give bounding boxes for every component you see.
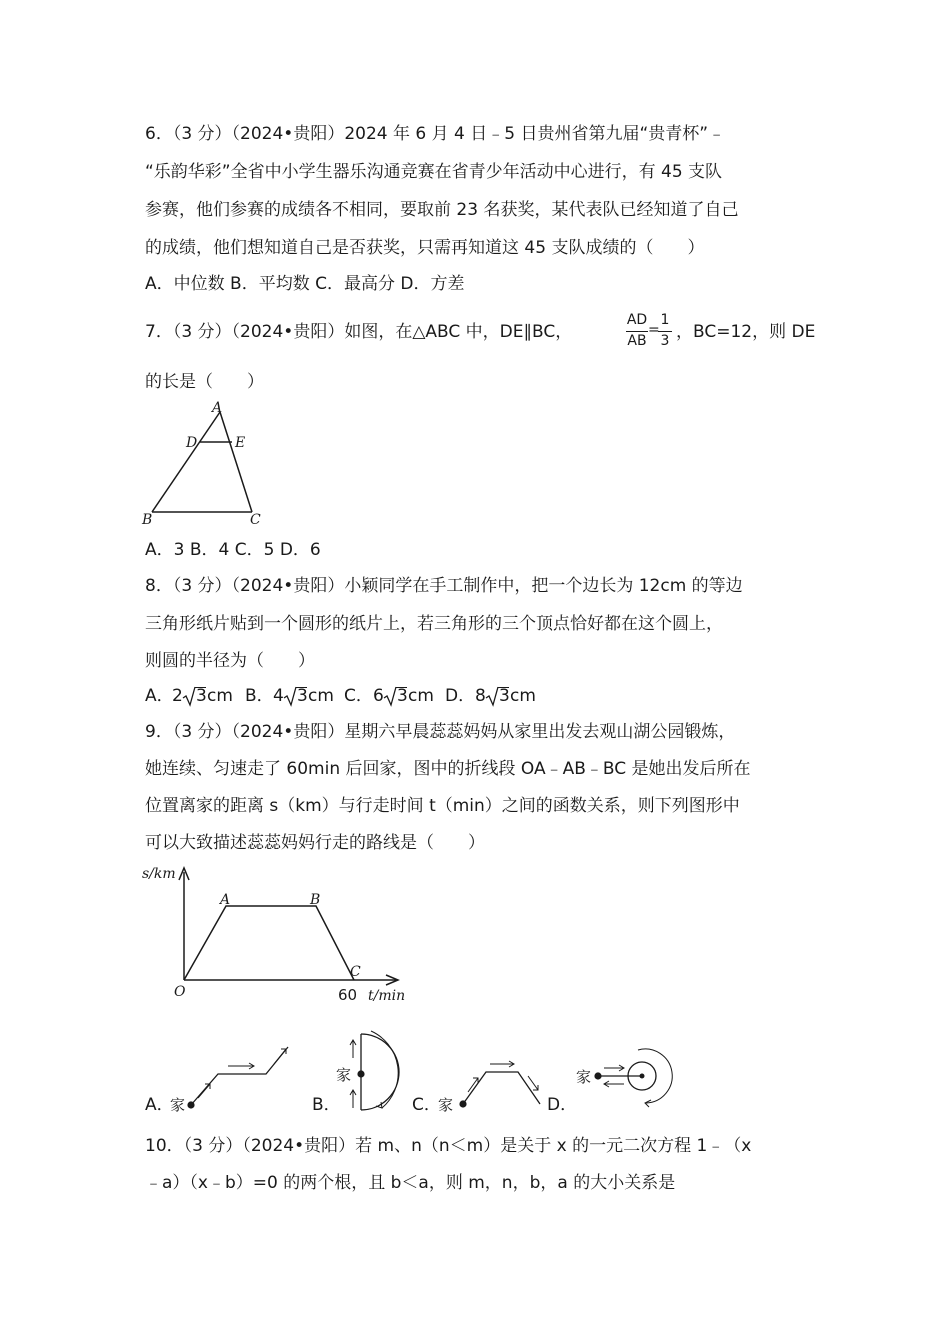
q7-frac-num: AD [626,312,648,328]
q7-label-a: A [212,400,223,416]
radical-icon [383,684,397,708]
q8-option-d-rad: 3 [499,686,510,706]
q7-frac-bar-1 [626,331,648,332]
q10-line-1: 10．（3 分）（2024•贵阳）若 m、n（n＜m）是关于 x 的一元二次方程 1﹣（x [145,1136,752,1156]
q9-option-d-route-figure [574,1040,684,1115]
q6-line-2: “乐韵华彩”全省中小学生器乐沟通竞赛在省青少年活动中心进行，有 45 支队 [145,162,723,182]
q7-equals: = [648,322,660,338]
q9-graph-tick-60: 60 [338,986,358,1004]
q9-graph-point-b: B [310,892,321,908]
q9-graph-xlabel: t/min [368,988,406,1004]
q9-option-a-route-figure [170,1030,300,1115]
q6-line-4: 的成绩，他们想知道自己是否获奖，只需再知道这 45 支队成绩的（ ） [145,238,705,258]
q8-option-b-letter: B． [245,686,274,706]
q9-option-c-letter: C． [412,1095,441,1115]
q9-option-d-home: 家 [576,1068,592,1086]
q8-option-c-letter: C． [344,686,373,706]
q9-graph-point-a: A [220,892,231,908]
q7-label-b: B [142,512,153,528]
q9-option-d-letter: D． [547,1095,578,1115]
q7-label-c: C [250,512,261,528]
q7-frac-bar-2 [658,331,672,332]
q9-option-b-home: 家 [336,1066,352,1084]
q9-graph-origin: O [174,984,186,1000]
q8-option-d-coef: 8 [475,686,486,706]
q7-label-d: D [186,435,198,451]
q8-option-b-rad: 3 [297,686,308,706]
q6-options: A．中位数 B．平均数 C．最高分 D．方差 [145,274,465,294]
q7-val-den: 3 [660,333,670,349]
q9-distance-time-graph [140,862,420,1012]
q8-option-a-coef: 2 [172,686,183,706]
q7-line-1-pre: 7．（3 分）（2024•贵阳）如图，在△ABC 中，DE∥BC， [145,322,573,342]
q9-option-a-home: 家 [170,1096,186,1114]
q8-option-a-letter: A． [145,686,174,706]
q9-line-4: 可以大致描述蕊蕊妈妈行走的路线是（ ） [145,833,485,853]
q9-option-b-letter: B． [312,1095,341,1115]
q9-option-c-route-figure [438,1040,548,1112]
q7-line-2: 的长是（ ） [145,372,264,392]
q8-option-b-unit: cm [308,686,334,706]
radical-icon [182,684,196,708]
q9-graph-ylabel: s/km [142,866,176,882]
q7-triangle-figure [140,398,270,528]
q7-frac-den: AB [627,333,647,349]
q9-option-a-letter: A． [145,1095,174,1115]
q8-option-c-unit: cm [408,686,434,706]
q8-option-b-coef: 4 [273,686,284,706]
q7-line-1-post: ，BC=12，则 DE [676,322,816,342]
q8-option-a-unit: cm [207,686,233,706]
q8-option-c-rad: 3 [397,686,408,706]
q9-option-b-route-figure [336,1026,416,1116]
q8-line-1: 8．（3 分）（2024•贵阳）小颖同学在手工制作中，把一个边长为 12cm 的等边 [145,576,743,596]
q9-line-3: 位置离家的距离 s（km）与行走时间 t（min）之间的函数关系，则下列图形中 [145,796,740,816]
q6-line-1: 6．（3 分）（2024•贵阳）2024 年 6 月 4 日﹣5 日贵州省第九届“贵青杯”﹣ [145,124,726,144]
q9-graph-point-c: C [350,964,361,980]
q8-option-c-coef: 6 [373,686,384,706]
q9-line-2: 她连续、匀速走了 60min 后回家，图中的折线段 OA﹣AB﹣BC 是她出发后所在 [145,759,751,779]
q10-line-2: ﹣a）（x﹣b）=0 的两个根，且 b＜a，则 m，n，b，a 的大小关系是 [145,1173,676,1193]
q8-option-d-unit: cm [510,686,536,706]
q9-option-c-home: 家 [438,1096,454,1114]
q8-line-3: 则圆的半径为（ ） [145,651,315,671]
radical-icon [283,684,297,708]
radical-icon [485,684,499,708]
q7-label-e: E [235,435,246,451]
q9-line-1: 9．（3 分）（2024•贵阳）星期六早晨蕊蕊妈妈从家里出发去观山湖公园锻炼， [145,722,736,742]
q6-line-3: 参赛，他们参赛的成绩各不相同，要取前 23 名获奖，某代表队已经知道了自己 [145,200,739,220]
q8-line-2: 三角形纸片贴到一个圆形的纸片上，若三角形的三个顶点恰好都在这个圆上， [145,614,723,634]
q7-val-num: 1 [660,312,670,328]
q8-option-a-rad: 3 [196,686,207,706]
q7-options: A．3 B．4 C．5 D．6 [145,540,321,560]
q8-option-d-letter: D． [445,686,476,706]
